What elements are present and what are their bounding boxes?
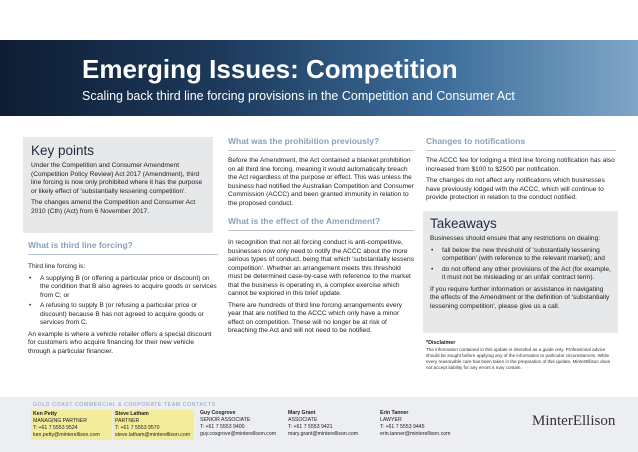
what-is-bullet-1: • A supplying B (or offering a particular price or discount) on the condition that B also agrees to acquire goods or services from C; or [28,275,218,301]
what-is-section [28,240,218,359]
prohibition-text: Before the Amendment, the Act contained a blanket prohibition on all third line forcing, meaning it would automatically breach the Act regardless of the purpose or effect. This was unless the business had notified the Australian Competition and Consumer Commission (ACCC) and been granted immunity in relation to the proposed conduct. [228,157,414,207]
notifications-paragraph-1: The ACCC fee for lodging a third line forcing notification has also increased from $100 to $2500 per notification. [426,157,615,173]
key-points-box [23,137,213,233]
contact-email[interactable]: mary.grant@minterellison.com [288,431,359,437]
disclaimer-text: The information contained in this update is intended as a guide only. Professional advice should be sought before applying any of the information to particular circumstances. While every reasonable care has been taken in the preparation of this update, MinterEllison does not accept liability for any errors it may contain. [426,347,611,370]
takeaways-bullets [430,247,611,283]
contact-card [113,410,194,440]
disclaimer [426,340,616,371]
takeaways-box [423,211,618,333]
page-title: Emerging Issues: Competition [82,54,458,84]
takeaways-intro: Businesses should ensure that any restrictions on dealing: [430,235,601,242]
contact-email[interactable]: steve.latham@minterellison.com [115,432,191,438]
contact-phone: T: +61 7 5553 9400 [200,424,245,430]
contact-email[interactable]: ken.petty@minterellison.com [33,432,100,438]
disclaimer-heading: *Disclaimer [426,340,456,346]
contacts-footer [0,397,638,452]
takeaways-bullet-2: • do not offend any other provisions of the Act (for example, it must not be misleading or an unfair contract term). [430,266,611,283]
what-is-bullet-2: • A refusing to supply B (or refusing a particular price or discount) because B has not agreed to acquire goods or services from C. [28,302,218,328]
contact-card [31,410,112,440]
page-subtitle: Scaling back third line forcing provisions in the Competition and Consumer Act [82,89,515,103]
effect-section [228,216,414,339]
contact-role: LAWYER [380,417,402,423]
notifications-heading: Changes to notifications [426,136,616,151]
key-points-paragraph-2: The changes amend the Competition and Consumer Act 2010 (Cth) (Act) from 6 November 2017. [31,199,196,215]
key-points-paragraph-1: Under the Competition and Consumer Amendment (Competition Policy Review) Act 2017 (Amendment), third line forcing is now only prohibited where it has the purpose or likely effect of 'substantially lessening competition'. [31,162,203,195]
contact-role: ASSOCIATE [288,417,318,423]
what-is-heading: What is third line forcing? [28,240,218,255]
contact-phone: T: +61 7 5553 9570 [115,425,160,431]
takeaways-heading: Takeaways [430,216,497,231]
contact-name: Mary Grant [288,410,316,416]
what-is-intro: Third line forcing is: [28,263,86,270]
what-is-bullets [28,275,218,328]
prohibition-section [228,136,414,211]
contact-role: SENIOR ASSOCIATE [200,417,251,423]
contact-phone: T: +61 7 5553 9524 [33,425,78,431]
title-banner [0,40,638,116]
contact-name: Guy Cosgrove [200,410,236,416]
prohibition-heading: What was the prohibition previously? [228,136,414,151]
what-is-example: An example is where a vehicle retailer offers a special discount for customers who acquire financing for their new vehicle through a particular financier. [28,330,212,355]
effect-paragraph-2: There are hundreds of third line forcing arrangements every year that are notified to the ACCC which only have a minor effect on competition. These will no longer be at risk of breaching the Act and will not need to be notified. [228,301,403,334]
minterellison-logo: MinterEllison [532,413,616,429]
takeaways-bullet-1: • fall below the new threshold of 'substantially lessening competition' (with reference to the relevant market); and [430,247,611,264]
takeaways-outro: If you require further information or assistance in navigating the effects of the Amendment or the definition of 'substantially lessening competition', please give us a call. [430,285,610,310]
contacts-label: GOLD COAST COMMERCIAL & CORPORATE TEAM CONTACTS [33,402,216,408]
contact-card [288,410,358,438]
contact-email[interactable]: erin.tanner@minterellison.com [380,431,451,437]
effect-paragraph-1: In recognition that not all forcing conduct is anti-competitive, businesses now only need to notify the ACCC about the more serious types of conduct, being that which 'substantially lessens competition'. Whether an arrangement meets this threshold must be determined case-by-case with reference to the market that the business is operating in, a complex exercise which cannot be explored in this brief update. [228,239,414,297]
contact-role: PARTNER [115,418,140,424]
contact-phone: T: +61 7 5553 9421 [288,424,333,430]
key-points-heading: Key points [31,143,95,158]
contact-role: MANAGING PARTNER [33,418,87,424]
contact-phone: T: +61 7 5553 9445 [380,424,425,430]
notifications-paragraph-2: The changes do not affect any notifications which businesses have previously lodged with the ACCC, which will continue to provide protection in relation to the conduct notified. [426,177,605,201]
contact-card [380,410,450,438]
contact-card [200,410,276,438]
contact-email[interactable]: guy.cosgrove@minterellison.com [200,431,277,437]
effect-heading: What is the effect of the Amendment? [228,216,414,231]
contact-name: Steve Latham [115,411,149,417]
contact-name: Erin Tanner [380,410,409,416]
notifications-section [426,136,616,206]
contact-name: Ken Petty [33,411,57,417]
